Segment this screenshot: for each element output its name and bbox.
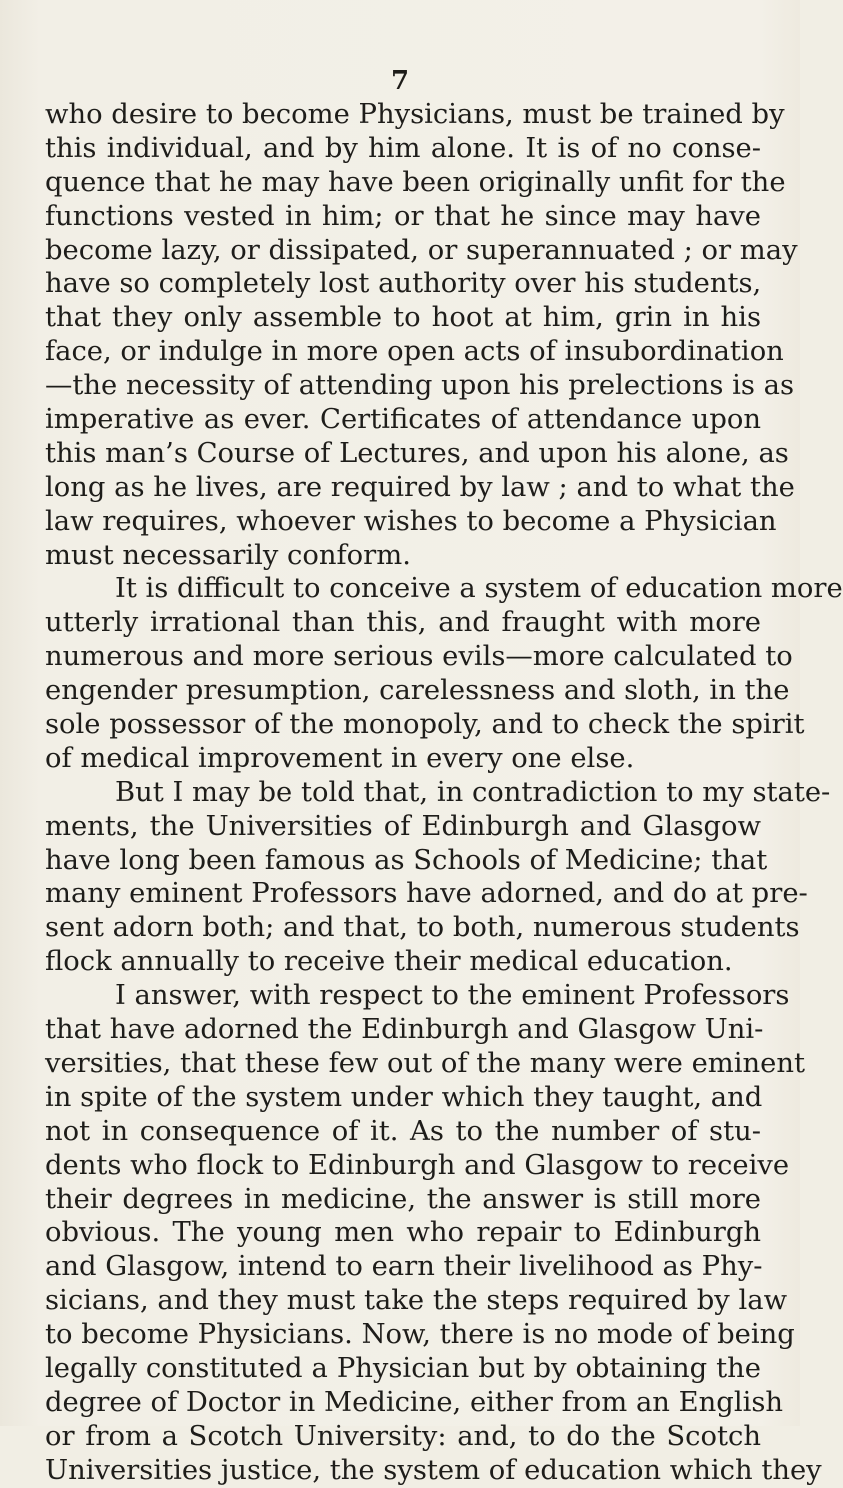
text-line: who desire to become Physicians, must be trained by bbox=[45, 99, 785, 130]
paragraph-end-line: of medical improvement in every one else. bbox=[45, 742, 635, 774]
text-line: face, or indulge in more open acts of insubordination bbox=[45, 336, 784, 368]
text-line: Universities justice, the system of education which they bbox=[45, 1454, 822, 1486]
text-line: this man’s Course of Lectures, and upon his alone, as bbox=[45, 437, 789, 469]
paragraph-end-line: flock annually to receive their medical education. bbox=[45, 946, 733, 978]
text-line: engender presumption, carelessness and sloth, in the bbox=[45, 675, 790, 707]
text-line: that have adorned the Edinburgh and Glasgow Uni- bbox=[45, 1014, 764, 1046]
text-line: or from a Scotch University: and, to do the Scotch bbox=[45, 1420, 761, 1452]
text-line: not in consequence of it. As to the number of stu- bbox=[45, 1115, 761, 1147]
paragraph-start-line: I answer, with respect to the eminent Professors bbox=[115, 980, 790, 1012]
text-line: and Glasgow, intend to earn their livelihood as Phy- bbox=[45, 1251, 763, 1283]
text-line: degree of Doctor in Medicine, either from an English bbox=[45, 1386, 784, 1418]
text-line: functions vested in him; or that he since may have bbox=[45, 200, 761, 232]
text-line: this individual, and by him alone. It is of no conse- bbox=[45, 132, 761, 164]
text-line: sent adorn both; and that, to both, numerous students bbox=[45, 912, 800, 944]
text-line: versities, that these few out of the many were eminent bbox=[45, 1047, 806, 1079]
text-line: long as he lives, are required by law ; and to what the bbox=[45, 471, 795, 503]
text-line: in spite of the system under which they taught, and bbox=[45, 1081, 763, 1113]
page-number: 7 bbox=[390, 66, 410, 96]
text-line: to become Physicians. Now, there is no mode of being bbox=[45, 1319, 795, 1351]
paragraph-end-line: must necessarily conform. bbox=[45, 539, 411, 571]
body-text bbox=[45, 98, 843, 1488]
paragraph-start-line: It is difficult to conceive a system of education more bbox=[115, 573, 843, 605]
text-line: sicians, and they must take the steps required by law bbox=[45, 1285, 788, 1317]
text-line: imperative as ever. Certificates of attendance upon bbox=[45, 404, 761, 436]
text-line: quence that he may have been originally unfit for the bbox=[45, 166, 786, 198]
text-line: that they only assemble to hoot at him, grin in his bbox=[45, 302, 761, 334]
text-line: utterly irrational than this, and fraught with more bbox=[45, 607, 761, 639]
text-line: have so completely lost authority over his students, bbox=[45, 268, 762, 300]
text-line: become lazy, or dissipated, or superannuated ; or may bbox=[45, 234, 798, 266]
text-line: dents who flock to Edinburgh and Glasgow to receive bbox=[45, 1149, 790, 1181]
text-line: —the necessity of attending upon his prelections is as bbox=[45, 370, 795, 402]
text-line: sole possessor of the monopoly, and to check the spirit bbox=[45, 709, 805, 741]
text-line: numerous and more serious evils—more calculated to bbox=[45, 641, 793, 673]
paragraph-start-line: But I may be told that, in contradiction to my state- bbox=[115, 776, 831, 808]
text-line: law requires, whoever wishes to become a Physician bbox=[45, 505, 777, 537]
text-line: obvious. The young men who repair to Edinburgh bbox=[45, 1217, 761, 1249]
text-line: ments, the Universities of Edinburgh and Glasgow bbox=[45, 810, 761, 842]
text-line: have long been famous as Schools of Medicine; that bbox=[45, 844, 768, 876]
text-line: legally constituted a Physician but by obtaining the bbox=[45, 1352, 761, 1384]
text-line: many eminent Professors have adorned, and do at pre- bbox=[45, 878, 808, 910]
text-line: their degrees in medicine, the answer is still more bbox=[45, 1183, 761, 1215]
